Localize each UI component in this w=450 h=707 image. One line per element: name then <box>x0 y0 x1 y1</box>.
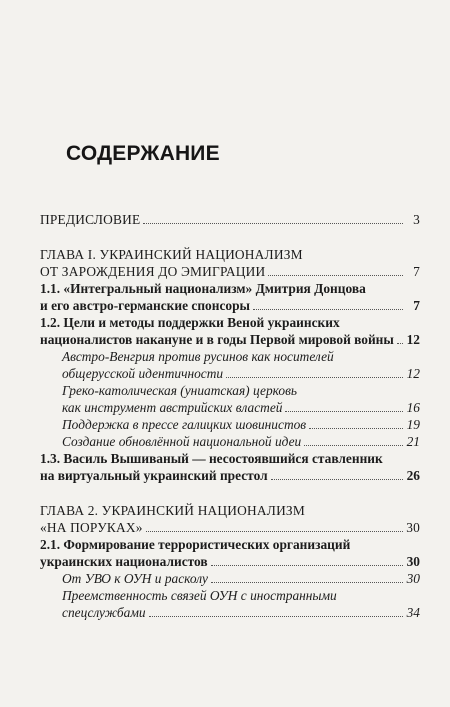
dot-leader <box>309 428 403 429</box>
page-title: СОДЕРЖАНИЕ <box>66 142 220 165</box>
toc-page-number: 26 <box>406 468 420 483</box>
dot-leader <box>143 223 403 224</box>
toc-entry-chapter-2[interactable] <box>40 502 420 536</box>
toc-entry-subsection[interactable] <box>40 587 420 621</box>
toc-entry-text: и его австро-германские спонсоры <box>40 298 250 313</box>
toc-entry-text: ПРЕДИСЛОВИЕ <box>40 212 141 227</box>
toc-entry-chapter-1[interactable] <box>40 246 420 280</box>
toc-entry-section-1-1[interactable] <box>40 280 420 314</box>
toc-page-number: 21 <box>406 434 420 449</box>
toc-entry-text: Преемственность связей ОУН с иностранными <box>62 588 337 603</box>
toc-entry-text: От УВО к ОУН и расколу <box>62 571 208 586</box>
toc-entry-text: спецслужбами <box>62 605 146 620</box>
dot-leader <box>226 377 403 378</box>
toc-entry-subsection[interactable] <box>40 570 420 587</box>
dot-leader <box>304 445 403 446</box>
toc-entry-text: Создание обновлённой национальной идеи <box>62 434 302 449</box>
dot-leader <box>211 565 403 566</box>
dot-leader <box>285 411 403 412</box>
toc-entry-text: Греко-католическая (униатская) церковь <box>62 383 298 398</box>
toc-entry-text: «НА ПОРУКАХ» <box>40 520 143 535</box>
toc-entry-text: общерусской идентичности <box>62 366 224 381</box>
dot-leader <box>211 582 403 583</box>
toc-entry-text: ОТ ЗАРОЖДЕНИЯ ДО ЭМИГРАЦИИ <box>40 264 266 279</box>
toc-entry-section-1-3[interactable] <box>40 450 420 484</box>
toc-page-number: 7 <box>413 264 420 279</box>
toc-page-number: 12 <box>406 366 420 381</box>
toc-page-number: 7 <box>413 298 420 313</box>
toc-entry-text: националистов накануне и в годы Первой мировой войны <box>40 332 394 347</box>
toc-entry-section-1-2[interactable] <box>40 314 420 348</box>
toc-entry-text: украинских националистов <box>40 554 208 569</box>
dot-leader <box>268 275 403 276</box>
toc-entry-text: Поддержка в прессе галицких шовинистов <box>62 417 307 432</box>
dot-leader <box>397 343 403 344</box>
toc-entry-subsection[interactable] <box>40 416 420 433</box>
toc-entry-text: ГЛАВА 2. УКРАИНСКИЙ НАЦИОНАЛИЗМ <box>40 503 305 518</box>
dot-leader <box>271 479 403 480</box>
toc-entry-text: ГЛАВА I. УКРАИНСКИЙ НАЦИОНАЛИЗМ <box>40 247 303 262</box>
toc-entry-section-2-1[interactable] <box>40 536 420 570</box>
dot-leader <box>146 531 403 532</box>
toc-entry-text: 1.3. Василь Вышиваный — несостоявшийся ставленник <box>40 451 383 466</box>
toc-page-number: 30 <box>406 520 420 535</box>
toc-page-number: 34 <box>406 605 420 620</box>
toc-entry-subsection[interactable] <box>40 382 420 416</box>
table-of-contents <box>40 211 420 621</box>
dot-leader <box>253 309 403 310</box>
dot-leader <box>149 616 403 617</box>
toc-entry-text: 1.2. Цели и методы поддержки Веной украинских <box>40 315 340 330</box>
toc-page-number: 30 <box>406 554 420 569</box>
toc-page-number: 16 <box>406 400 420 415</box>
toc-entry-text: 1.1. «Интегральный национализм» Дмитрия Донцова <box>40 281 366 296</box>
toc-entry-text: на виртуальный украинский престол <box>40 468 268 483</box>
toc-entry-text: 2.1. Формирование террористических организаций <box>40 537 351 552</box>
toc-entry-preface[interactable] <box>40 211 420 228</box>
toc-entry-subsection[interactable] <box>40 433 420 450</box>
toc-page-number: 3 <box>413 212 420 227</box>
toc-page-number: 19 <box>406 417 420 432</box>
toc-entry-text: Австро-Венгрия против русинов как носителей <box>62 349 334 364</box>
toc-page-number: 30 <box>406 571 420 586</box>
toc-entry-text: как инструмент австрийских властей <box>62 400 283 415</box>
toc-page-number: 12 <box>406 332 420 347</box>
toc-entry-subsection[interactable] <box>40 348 420 382</box>
